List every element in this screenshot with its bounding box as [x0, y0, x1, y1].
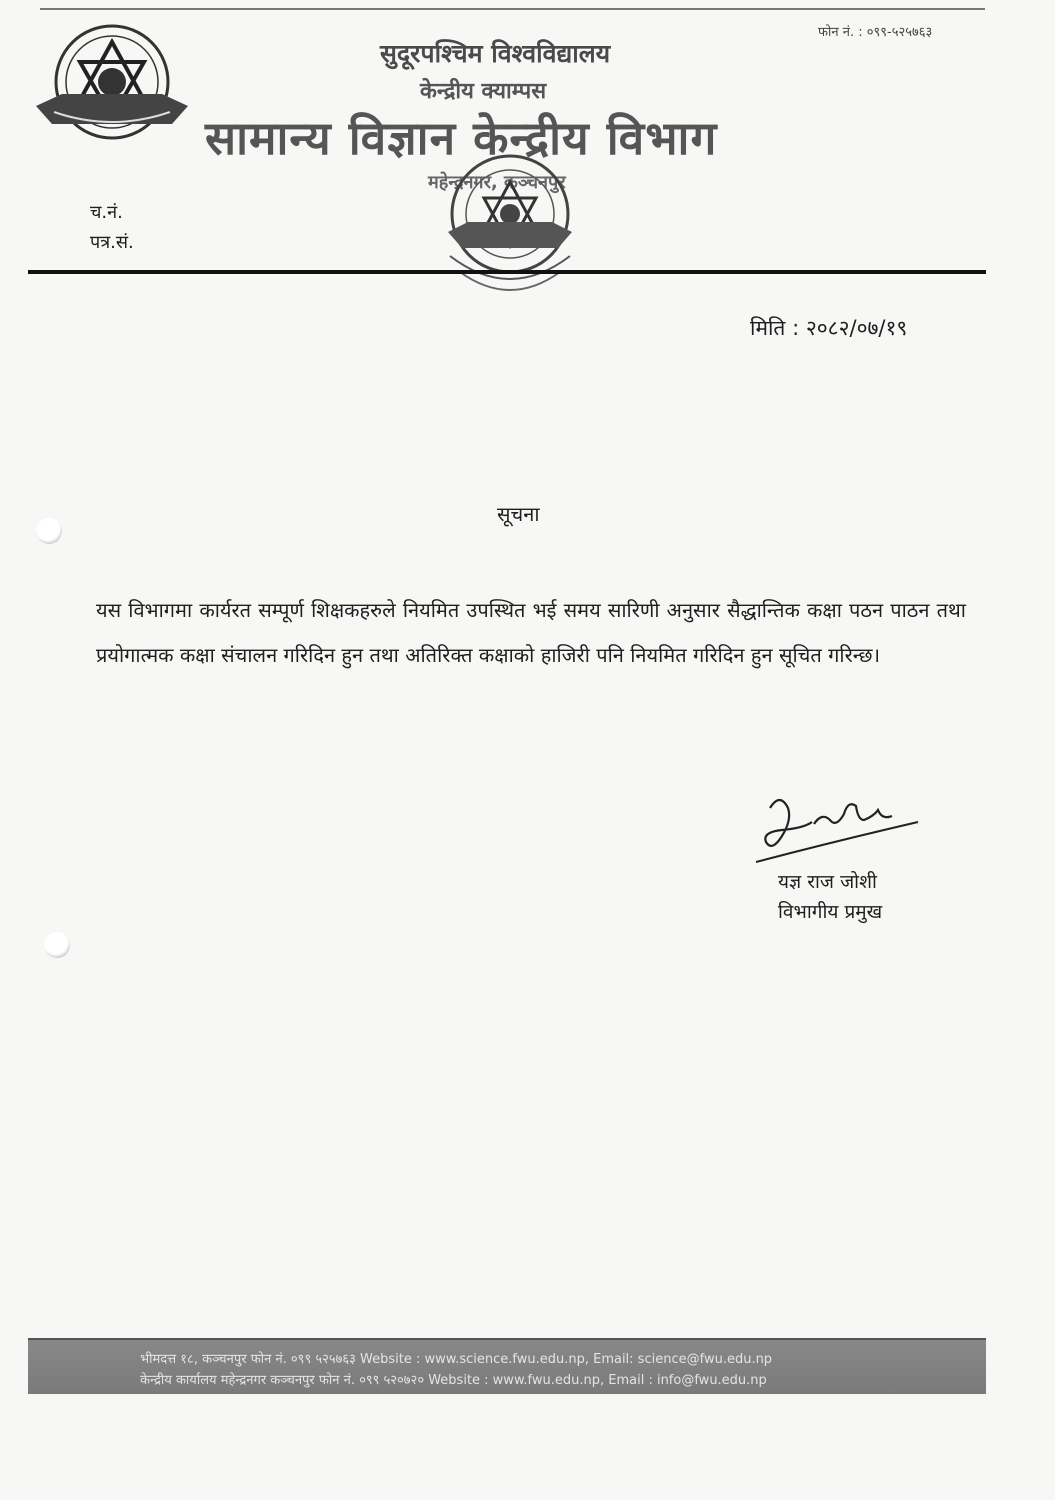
- signature: [752, 786, 922, 866]
- campus-name: केन्द्रीय क्याम्पस: [420, 79, 547, 104]
- letter-date: मिति : २०८२/०७/१९: [750, 316, 908, 340]
- department-stamp: [440, 152, 580, 307]
- notice-body: यस विभागमा कार्यरत सम्पूर्ण शिक्षकहरुले नियमित उपस्थित भई समय सारिणी अनुसार सैद्धान्तिक कक्षा पठन पाठन तथा प्रयोगात्मक कक्षा संचालन गरिदिन हुन तथा अतिरिक्त कक्षाको हाजिरी पनि नियमित गरिदिन हुन सूचित गरिन्छ।: [96, 598, 966, 667]
- footer-line-2: केन्द्रीय कार्यालय महेन्द्रनगर कञ्चनपुर फोन नं. ०९९ ५२०७२० Website : www.fwu.edu.np, Email : info@fwu.edu.np: [140, 1373, 767, 1388]
- header-rule: [28, 270, 986, 274]
- department-name: सामान्य विज्ञान केन्द्रीय विभाग: [205, 111, 718, 165]
- notice-title: सूचना: [497, 502, 540, 526]
- university-logo: [32, 20, 192, 160]
- signatory-title: विभागीय प्रमुख: [778, 901, 883, 923]
- signatory-name: यज्ञ राज जोशी: [778, 871, 877, 893]
- footer-line-1: भीमदत्त १८, कञ्चनपुर फोन नं. ०९९ ५२५७६३ Website : www.science.fwu.edu.np, Email: science@fwu.edu.np: [140, 1352, 773, 1367]
- patra-san-label: पत्र.सं.: [90, 232, 134, 253]
- top-rule: [40, 8, 985, 10]
- footer-band: [28, 1338, 986, 1394]
- university-name: सुदूरपश्चिम विश्वविद्यालय: [380, 39, 611, 68]
- phone-number: फोन नं. : ०९९-५२५७६३: [818, 25, 933, 40]
- address: महेन्द्रनगर, कञ्चनपुर: [428, 172, 566, 193]
- punch-hole-top: [36, 518, 62, 544]
- punch-hole-bottom: [44, 932, 70, 958]
- cha-no-label: च.नं.: [90, 202, 123, 223]
